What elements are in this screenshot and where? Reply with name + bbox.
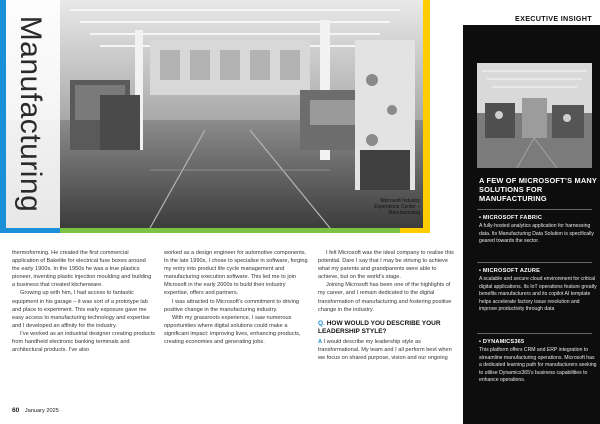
solution-description: A fully-hosted analytics application for harnessing data. Its Manufacturing Data Solution is specifically geared towards the sector. — [479, 223, 594, 244]
answer-marker: A — [318, 338, 323, 345]
paragraph: thermoforming. He created the first commercial application of Bakelite for electrical fuse boxes around the early 1900s. In the 1950s he was a true plastics pioneer, inventing plastic injection moulding and building a business that created kitchenware. — [12, 250, 152, 289]
photo-caption — [330, 198, 420, 216]
section-label: EXECUTIVE INSIGHT — [515, 14, 592, 23]
solution-description: This platform offers CRM and ERP integration to streamline manufacturing operations. Microsoft has a dedicated learning path for manufacturers seeking to utilise Dynamics365’s business capabilities to enhance operations. — [479, 347, 597, 383]
paragraph: worked as a design engineer for automotive components. In the late 1990s, I chose to specialise in software, forging my entry into product life cycle management and manufacturing execution software. This led me to join Microsoft in the early 2000s to build their industry expertise, offers and partners. — [164, 250, 308, 297]
solution-item — [479, 268, 597, 314]
question-text: HOW WOULD YOU DESCRIBE YOUR LEADERSHIP STYLE? — [318, 319, 441, 335]
paragraph: Joining Microsoft has been one of the highlights of my career, and I remain dedicated to the digital transformation of manufacturing and fostering positive change in the industry. — [318, 282, 452, 313]
divider — [477, 333, 592, 334]
hero-photo — [0, 0, 430, 228]
page-footer — [12, 407, 59, 414]
interview-question — [318, 320, 458, 336]
sidebar-title: A FEW OF MICROSOFT’S MANY SOLUTIONS FOR MANUFACTURING — [479, 176, 597, 203]
issue-date: January 2025 — [24, 408, 59, 414]
caption-line: Manufacturing — [388, 210, 420, 216]
interview-answer — [318, 338, 458, 362]
solution-description: A scalable and secure cloud environment for critical digital applications. Its IoT operations feature greatly benefits manufacturers and its copilot AI template helps accelerate factory issue resolution and improve productivity through data — [479, 276, 597, 312]
answer-text: I would describe my leadership style as transformational. My team and I all perform best when we focus on shared purpose, vision and our ongoing — [318, 338, 452, 361]
divider — [477, 262, 592, 263]
solution-heading: • DYNAMICS365 — [479, 339, 597, 345]
text-column-2 — [164, 249, 309, 346]
header-divider — [463, 25, 600, 27]
factory-interior-image — [477, 63, 592, 168]
text-column-3 — [318, 249, 458, 362]
question-marker: Q. — [318, 319, 325, 327]
divider — [477, 209, 592, 210]
paragraph: I felt Microsoft was the ideal company to realise this potential. Dare I say that I may be striving to achieve what my parents and grandparents were able to achieve, but on the world’s stage. — [318, 250, 454, 281]
solution-heading: • MICROSOFT FABRIC — [479, 215, 597, 221]
accent-bar-yellow — [423, 0, 430, 228]
paragraph: I’ve worked as an industrial designer creating products from handheld electronic banking terminals and architectural products. I’ve also — [12, 330, 155, 354]
sidebar-panel — [463, 0, 600, 424]
paragraph: With my grassroots experience, I saw numerous opportunities where digital solutions could make a significant impact: improving lives, enhancing products, creating economies and generating jobs. — [164, 314, 301, 346]
caption-line: Experience Center – — [374, 204, 420, 210]
color-stripe-blue — [0, 228, 60, 233]
factory-floor-image — [0, 0, 430, 228]
page-number: 60 — [12, 407, 20, 414]
solution-item — [479, 339, 597, 385]
color-stripe-green — [60, 228, 400, 233]
solution-item — [479, 215, 597, 246]
paragraph: Growing up with him, I had access to fantastic equipment in his garage – it was sort of a prototype lab and place to experiment. This early exposure gave me easy access to manufacturing technology and expertise and I developed an affinity for the industry. — [12, 290, 150, 329]
color-stripe-yellow — [400, 228, 430, 233]
caption-line: Microsoft Industry — [380, 198, 420, 204]
sidebar-header — [463, 0, 600, 27]
section-title: Manufacturing — [14, 15, 47, 213]
paragraph: I was attracted to Microsoft’s commitment to driving positive change in the manufacturing industry. — [164, 298, 300, 313]
accent-bar-blue — [0, 0, 6, 228]
solution-heading: • MICROSOFT AZURE — [479, 268, 597, 274]
text-column-1 — [12, 249, 155, 354]
sidebar-photo — [477, 63, 592, 168]
